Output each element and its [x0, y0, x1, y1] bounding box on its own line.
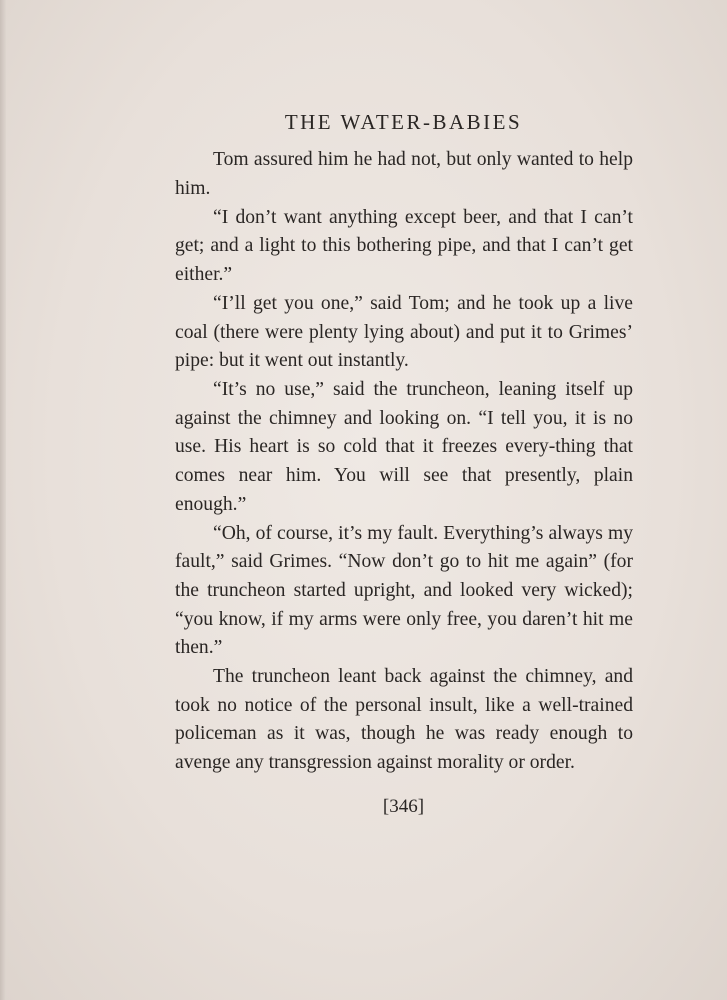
- body-text: [175, 146, 633, 778]
- paragraph: “I’ll get you one,” said Tom; and he took up a live coal (there were plenty lying about) and put it to Grimes’ pipe: but it went out instantly.: [175, 292, 633, 372]
- page-edge: [0, 0, 6, 1000]
- page-number: [346]: [382, 796, 425, 817]
- paragraph: Tom assured him he had not, but only wanted to help him.: [175, 149, 633, 199]
- running-head: THE WATER-BABIES: [284, 110, 523, 134]
- paragraph: “Oh, of course, it’s my fault. Everything’s always my fault,” said Grimes. “Now don’t go to hit me again” (for the truncheon started upright, and looked very wicked); “you know, if my arms were only free, you daren’t hit me then.”: [175, 522, 633, 659]
- paragraph: The truncheon leant back against the chimney, and took no notice of the personal insult, like a well-trained policeman as it was, though he was ready enough to avenge any transgression against morality or order.: [175, 666, 633, 773]
- paragraph: “I don’t want anything except beer, and that I can’t get; and a light to this bothering pipe, and that I can’t get either.”: [175, 206, 633, 285]
- paragraph: “It’s no use,” said the truncheon, leaning itself up against the chimney and looking on. “I tell you, it is no use. His heart is so cold that it freezes every-thing that comes near him. You will see that presently, plain enough.”: [175, 379, 633, 515]
